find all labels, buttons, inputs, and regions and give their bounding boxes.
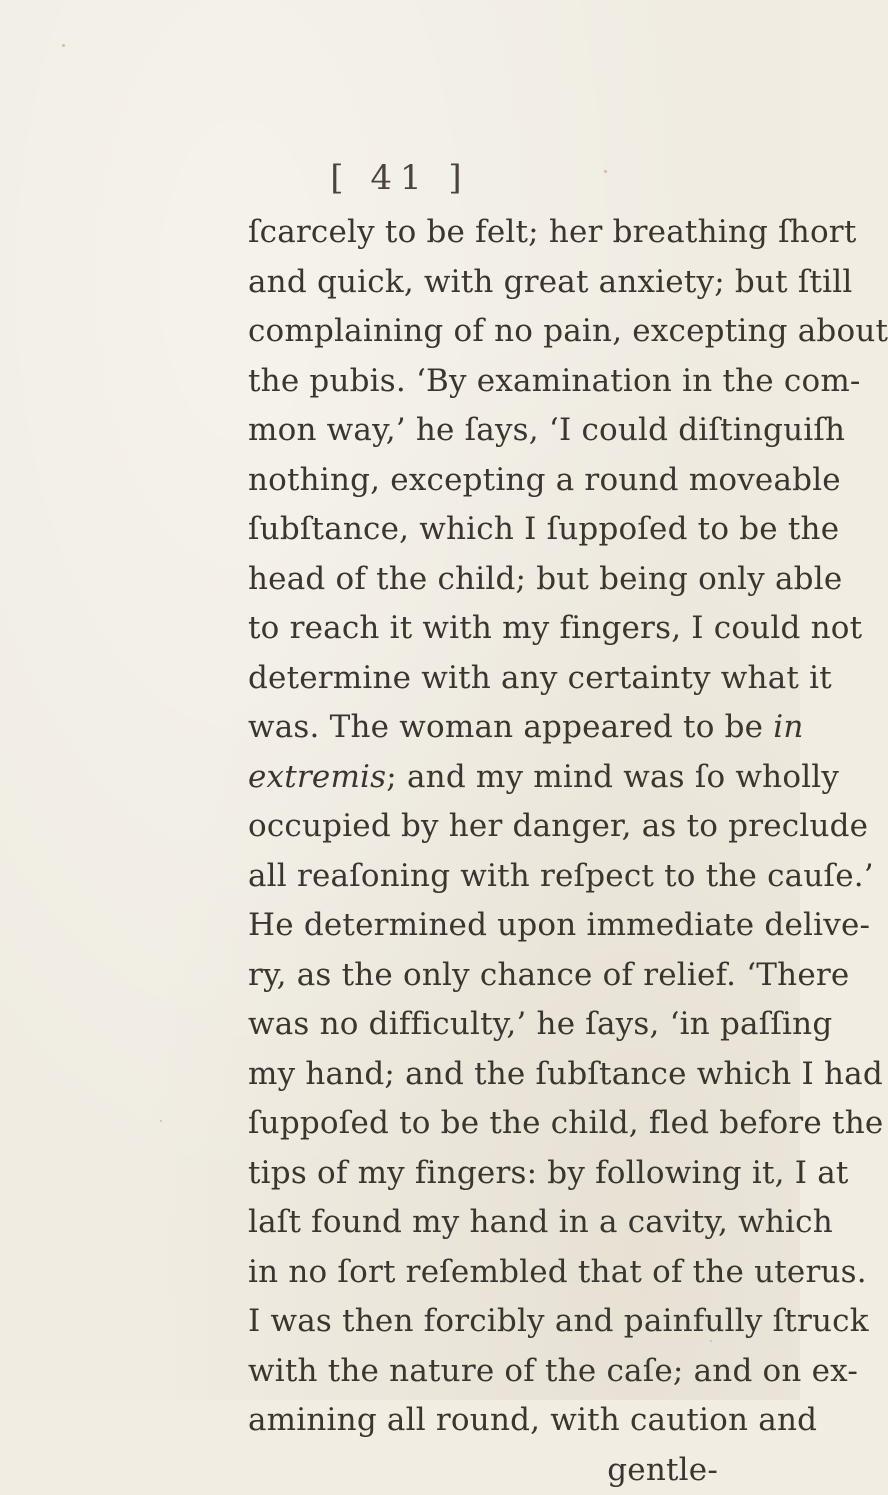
- text-line: determine with any certainty what it: [248, 654, 718, 704]
- text-line: mon way,’ he ſays, ‘I could diſtinguiſh: [248, 406, 718, 456]
- text-line: and quick, with great anxiety; but ſtill: [248, 258, 718, 308]
- text-line: head of the child; but being only able: [248, 555, 718, 605]
- text-line: amining all round, with caution and: [248, 1396, 718, 1446]
- text-line: extremis; and my mind was ſo wholly: [248, 753, 718, 803]
- text-line: ſuppoſed to be the child, fled before the: [248, 1099, 718, 1149]
- text-line: occupied by her danger, as to preclude: [248, 802, 718, 852]
- text-line: all reaſoning with reſpect to the cauſe.’: [248, 852, 718, 902]
- text-line: I was then forcibly and painfully ſtruck: [248, 1297, 718, 1347]
- text-line: was. The woman appeared to be in: [248, 703, 718, 753]
- paper-speck: [160, 1120, 162, 1122]
- text-line: to reach it with my fingers, I could not: [248, 604, 718, 654]
- text-line: ſcarcely to be felt; her breathing ſhort: [248, 208, 718, 258]
- text-line: with the nature of the caſe; and on ex-: [248, 1347, 718, 1397]
- body-text: [248, 208, 718, 1495]
- page-number-header: [ 41 ]: [0, 158, 800, 198]
- catchword: gentle-: [248, 1446, 718, 1495]
- text-line: tips of my fingers: by following it, I at: [248, 1149, 718, 1199]
- text-line: the pubis. ‘By examination in the com-: [248, 357, 718, 407]
- text-line: in no ſort reſembled that of the uterus.: [248, 1248, 718, 1298]
- text-line: ſubſtance, which I ſuppoſed to be the: [248, 505, 718, 555]
- text-line: nothing, excepting a round moveable: [248, 456, 718, 506]
- text-line: ry, as the only chance of relief. ‘There: [248, 951, 718, 1001]
- text-line: laſt found my hand in a cavity, which: [248, 1198, 718, 1248]
- text-line: complaining of no pain, excepting about: [248, 307, 718, 357]
- text-line: was no difficulty,’ he ſays, ‘in paſſing: [248, 1000, 718, 1050]
- text-line: He determined upon immediate delive-: [248, 901, 718, 951]
- paper-speck: [62, 44, 65, 47]
- text-line: my hand; and the ſubſtance which I had: [248, 1050, 718, 1100]
